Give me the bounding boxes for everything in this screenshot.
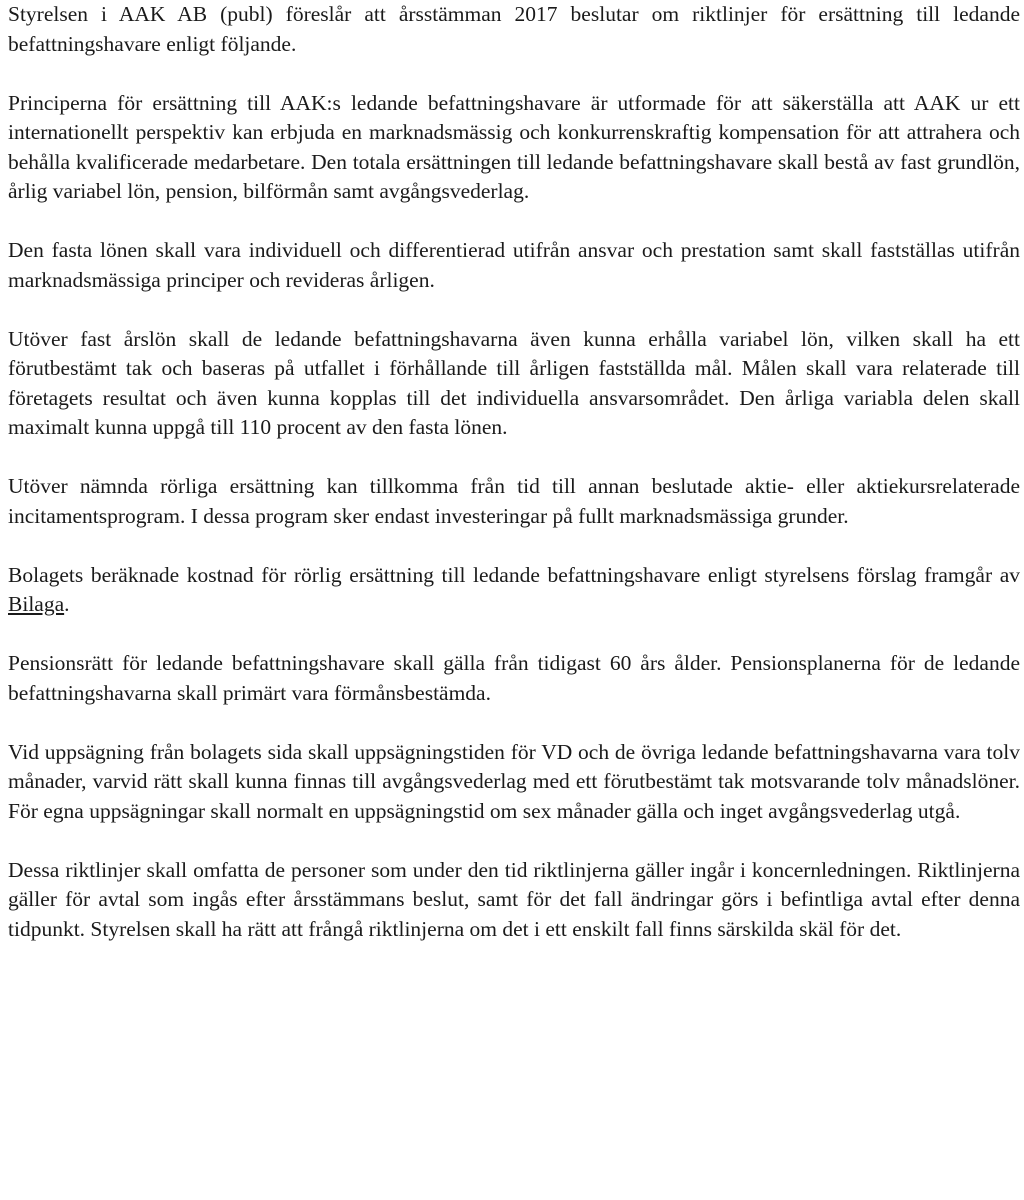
- paragraph-termination: Vid uppsägning från bolagets sida skall uppsägningstiden för VD och de övriga ledande befattningshavarna vara tolv månader, varvid rätt skall kunna finnas till avgångsvederlag med ett förutbestämt tak motsvarande tolv månadslöner. För egna uppsägningar skall normalt en uppsägningstid om sex månader gälla och inget avgångsvederlag utgå.: [8, 739, 1020, 823]
- paragraph-scope: Dessa riktlinjer skall omfatta de personer som under den tid riktlinjerna gäller ingår i koncernledningen. Riktlinjerna gäller för avtal som ingås efter årsstämmans beslut, samt för det fall ändringar görs i befintliga avtal efter denna tidpunkt. Styrelsen skall ha rätt att frångå riktlinjerna om det i ett enskilt fall finns särskilda skäl för det.: [8, 857, 1020, 941]
- cost-estimate-period: .: [64, 592, 70, 616]
- paragraph-pension: Pensionsrätt för ledande befattningshavare skall gälla från tidigast 60 års ålder. Pensionsplanerna för de ledande befattningshavarna skall primärt vara förmånsbestämda.: [8, 651, 1020, 705]
- bilaga-reference: Bilaga: [8, 592, 65, 616]
- paragraph-intro: Styrelsen i AAK AB (publ) föreslår att årsstämman 2017 beslutar om riktlinjer för ersättning till ledande befattningshavare enligt följande.: [8, 2, 1020, 56]
- paragraph-variable-salary: Utöver fast årslön skall de ledande befattningshavarna även kunna erhålla variabel lön, vilken skall ha ett förutbestämt tak och baseras på utfallet i förhållande till årligen fastställda mål. Målen skall vara relaterade till företagets resultat och även kunna kopplas till det individuella ansvarsområdet. Den årliga variabla delen skall maximalt kunna uppgå till 110 procent av den fasta lönen.: [8, 326, 1020, 439]
- paragraph-incentive-programs: Utöver nämnda rörliga ersättning kan tillkomma från tid till annan beslutade aktie- eller aktiekursrelaterade incitamentsprogram. I dessa program sker endast investeringar på fullt marknadsmässiga grunder.: [8, 474, 1020, 528]
- paragraph-principles: Principerna för ersättning till AAK:s ledande befattningshavare är utformade för att säkerställa att AAK ur ett internationellt perspektiv kan erbjuda en marknadsmässig och konkurrenskraftig kompensation för att attrahera och behålla kvalificerade medarbetare. Den totala ersättningen till ledande befattningshavare skall bestå av fast grundlön, årlig variabel lön, pension, bilförmån samt avgångsvederlag.: [8, 90, 1020, 203]
- cost-estimate-text: Bolagets beräknade kostnad för rörlig ersättning till ledande befattningshavare enligt styrelsens förslag framgår av: [8, 562, 1020, 587]
- paragraph-fixed-salary: Den fasta lönen skall vara individuell och differentierad utifrån ansvar och prestation samt skall fastställas utifrån marknadsmässiga principer och revideras årligen.: [8, 238, 1020, 292]
- paragraph-cost-estimate: [8, 561, 1020, 620]
- document-page: [8, 0, 1020, 944]
